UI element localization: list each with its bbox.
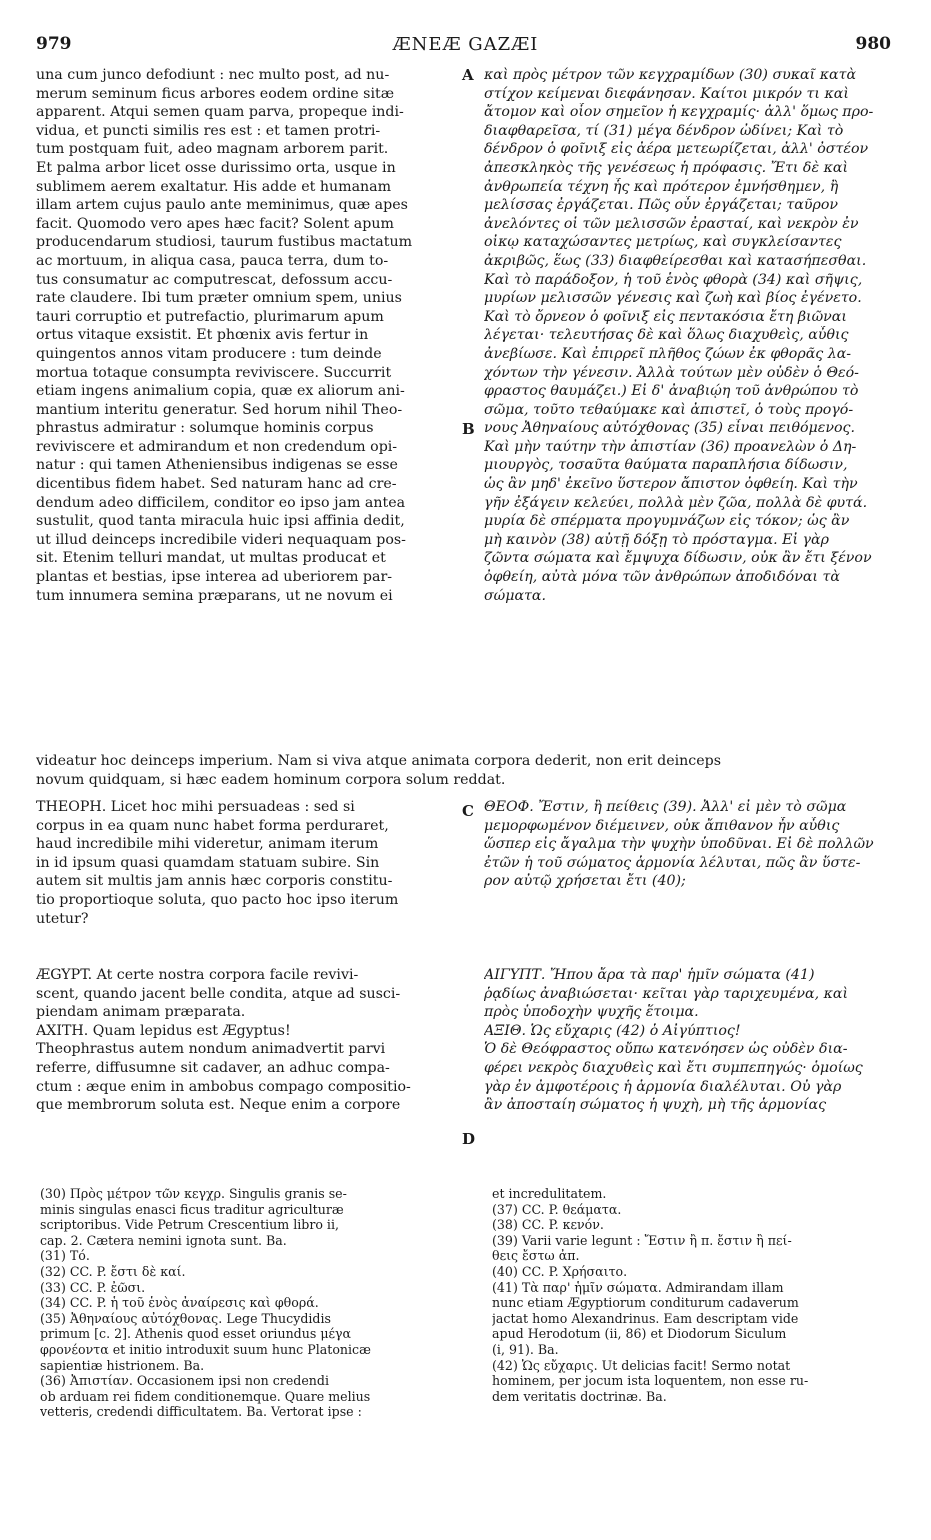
text-line: νους Ἀθηναίους αὐτόχθονας (35) εἶναι πειθόμενος. [484, 420, 855, 437]
latin-column-middle [36, 798, 456, 928]
text-line: μελίσσας ἐργάζεται. Πῶς οὖν ἐργάζεται; ταῦρον [484, 197, 838, 214]
text-line: tum innumera semina præparans, ut ne novum ei [36, 587, 393, 604]
text-line: ÆGYPT. At certe nostra corpora facile revivi- [36, 967, 359, 983]
text-line: sublimem aerem exaltatur. His adde et humanam [36, 178, 392, 195]
text-line: tus consumatur ac computrescat, defossum accu- [36, 271, 393, 288]
text-line: autem sit multis jam annis hæc corporis constitu- [36, 873, 393, 890]
text-line: cap. 2. Cætera nemini ignota sunt. Ba. [40, 1232, 287, 1248]
text-line: ΑΞΙΘ. Ὡς εὔχαρις (42) ὁ Αἰγύπτιος! [484, 1022, 741, 1039]
text-line: μὴ καινὸν (38) αὐτῇ δόξῃ τὸ πρόσταγμα. Εἰ γὰρ [484, 531, 829, 548]
text-line: vetteris, credendi difficultatem. Ba. Vertorat ipse : [40, 1404, 362, 1420]
text-line: (i, 91). Ba. [492, 1341, 559, 1357]
text-line: Et palma arbor licet osse durissimo orta, usque in [36, 159, 396, 176]
text-line: (42) Ὡς εὔχαρις. Ut delicias facit! Sermo notat [492, 1357, 791, 1373]
text-line: ὀφθείη, αὐτὰ μόνα τῶν ἀνθρώπων ἀποδιδόναι τὰ [484, 569, 840, 586]
text-line: μυρίων μελισσῶν γένεσις καὶ ζωὴ καὶ βίος ἐγένετο. [484, 290, 862, 307]
text-line: reviviscere et admirandum et non credendum opi- [36, 438, 398, 455]
marker-c: C [462, 802, 474, 820]
text-line: vidua, et puncti similis res est : et tamen protri- [36, 122, 381, 139]
text-line: dendum adeo difficilem, conditor eo ipso jam antea [36, 494, 406, 511]
text-line: οἰκῳ καταχώσαντες μετρίως, καὶ συγκλείσαντες [484, 234, 842, 251]
text-line: Theophrastus autem nondum animadvertit parvi [36, 1041, 386, 1058]
text-line: (37) CC. P. θεάματα. [492, 1201, 622, 1217]
text-line: ΑΙΓΥΠΤ. Ἤπου ἄρα τὰ παρ' ἡμῖν σώματα (41) [484, 967, 815, 983]
text-line: ctum : æque enim in ambobus compago compositio- [36, 1078, 411, 1095]
text-line: corpus in ea quam nunc habet forma perduraret, [36, 817, 389, 834]
marker-d: D [462, 1130, 476, 1148]
text-line: χόντων τὴν γένεσιν. Ἀλλὰ τούτων μὲν οὐδὲν ὁ Θεό- [484, 364, 859, 381]
text-line: Ὁ δὲ Θεόφραστος οὔπω κατενόησεν ὡς οὐδὲν δια- [484, 1041, 848, 1058]
text-line: facit. Quomodo vero apes hæc facit? Solent apum [36, 215, 394, 232]
text-line: plantas et bestias, ipse interea ad uberiorem par- [36, 569, 393, 586]
text-line: Καὶ τὸ παράδοξον, ἡ τοῦ ἑνὸς φθορὰ (34) καὶ σῆψις, [484, 271, 863, 288]
text-line: novum quidquam, si hæc eadem hominum corpora solum reddat. [36, 771, 506, 788]
text-line: tum postquam fuit, adeo magnam arborem parit. [36, 141, 389, 158]
full-width-lines [36, 752, 896, 789]
right-page-number: 980 [855, 34, 891, 54]
text-line: hominem, per jocum ista loquentem, non esse ru- [492, 1373, 809, 1389]
text-line: ρον αὐτῷ χρήσεται ἔτι (40); [484, 873, 686, 890]
text-line: nunc etiam Ægyptiorum conditurum cadaverum [492, 1295, 799, 1311]
text-line: jactat homo Alexandrinus. Eam descriptam vide [492, 1310, 799, 1326]
text-line: Καὶ μὴν ταύτην τὴν ἀπιστίαν (36) προανελὼν ὁ Δη- [484, 438, 857, 455]
text-line: haud incredibile mihi videretur, animam iterum [36, 836, 379, 853]
greek-column-lower [484, 966, 896, 1115]
text-line: una cum junco defodiunt : nec multo post, ad nu- [36, 67, 390, 83]
text-line: (38) CC. P. κενόν. [492, 1217, 604, 1233]
text-line: primum [c. 2]. Athenis quod esset oriundus μέγα [40, 1326, 352, 1342]
text-line: φραστος θαυμάζει.) Εἰ δ' ἀναβιῴη τοῦ ἀνθρώπου τὸ [484, 383, 859, 400]
text-line: (35) Ἀθηναίους αὐτόχθονας. Lege Thucydidis [40, 1310, 331, 1326]
greek-column-middle [484, 798, 896, 891]
text-line: ἀνθρωπεία τέχνη ἧς καὶ πρότερον ἐμνήσθημεν, ἢ [484, 178, 839, 195]
text-line: ἀνεβίωσε. Καὶ ἐπιρρεῖ πλῆθος ζώων ἐκ φθορᾶς λα- [484, 345, 852, 362]
text-line: (34) CC. P. ἡ τοῦ ἑνὸς ἀναίρεσις καὶ φθορά. [40, 1295, 319, 1311]
text-line: minis singulas enasci ficus traditur agriculturæ [40, 1201, 344, 1217]
left-page-number: 979 [36, 34, 72, 54]
footnotes-left [40, 1186, 460, 1420]
text-line: μυρία δὲ σπέρματα προγυμνάζων εἰς τόκον; ὡς ἂν [484, 513, 850, 530]
text-line: ob arduam rei fidem conditionemque. Quare melius [40, 1388, 371, 1404]
text-line: apparent. Atqui semen quam parva, propeque indi- [36, 104, 404, 121]
text-line: γὰρ ἐν ἀμφοτέροις ἡ ἁρμονία διαλέλυται. Οὐ γὰρ [484, 1078, 842, 1095]
text-line: στίχον κείμεναι διεφάνησαν. Καίτοι μικρόν τι καὶ [484, 85, 849, 102]
running-title: ÆNEÆ GAZÆI [392, 34, 539, 55]
text-line: etiam ingens animalium copia, quæ ex aliorum ani- [36, 383, 405, 400]
text-line: πρὸς ὑποδοχὴν ψυχῆς ἕτοιμα. [484, 1004, 699, 1021]
text-line: ἐτῶν ἡ τοῦ σώματος ἁρμονία λέλυται, πῶς ἂν ὕστε- [484, 854, 861, 871]
text-line: dicentibus fidem habet. Sed naturam hanc ad cre- [36, 476, 397, 493]
text-line: in id ipsum quasi quamdam statuam subire. Sin [36, 854, 380, 871]
marker-b: B [462, 420, 475, 438]
text-line: tauri corruptio et putrefactio, plurimarum apum [36, 308, 384, 325]
text-line: et incredulitatem. [492, 1186, 607, 1201]
text-line: ὡς ἂν μηδ' ἐκεῖνο ὕστερον ἄπιστον ὀφθείη. Καὶ τὴν [484, 476, 858, 493]
text-line: ζῶντα σώματα καὶ ἔμψυχα δίδωσιν, οὐκ ἂν ἔτι ξένον [484, 550, 872, 567]
text-line: illam artem cujus paulo ante meminimus, quæ apes [36, 197, 408, 214]
text-line: dem veritatis doctrinæ. Ba. [492, 1388, 667, 1404]
greek-column-top [484, 66, 896, 605]
text-line: ortus vitaque exsistit. Et phœnix avis fertur in [36, 327, 369, 344]
text-line: μεμορφωμένον διέμεινεν, οὐκ ἄπιθανον ἦν αὖθις [484, 817, 840, 834]
text-line: ut illud deinceps incredibile videri nequaquam pos- [36, 531, 406, 548]
text-line: producendarum studiosi, taurum fustibus mactatum [36, 234, 413, 251]
text-line: sapientiæ histrionem. Ba. [40, 1357, 205, 1373]
text-line: φρονέοντα et initio introduxit suum hunc Platonicæ [40, 1341, 371, 1357]
text-line: ac mortuum, in aliqua casa, pauca terra, dum to- [36, 252, 389, 269]
text-line: καὶ πρὸς μέτρον τῶν κεγχραμίδων (30) συκαῖ κατὰ [484, 67, 857, 83]
text-line: (32) CC. P. ἔστι δὲ καί. [40, 1263, 186, 1279]
text-line: rate claudere. Ibi tum præter omnium spem, unius [36, 290, 402, 307]
latin-column-top [36, 66, 456, 605]
text-line: (41) Τὰ παρ' ἡμῖν σώματα. Admirandam illam [492, 1279, 784, 1295]
text-line: (36) Ἀπιστίαν. Occasionem ipsi non credendi [40, 1373, 329, 1389]
text-line: merum seminum ficus arbores eodem ordine sitæ [36, 85, 395, 102]
text-line: videatur hoc deinceps imperium. Nam si viva atque animata corpora dederit, non erit deinceps [36, 753, 721, 769]
text-line: ὥσπερ εἰς ἄγαλμα τὴν ψυχὴν ὑποδῦναι. Εἰ δὲ πολλῶν [484, 836, 874, 853]
text-line: quingentos annos vitam producere : tum deinde [36, 345, 382, 362]
text-line: THEOPH. Licet hoc mihi persuadeas : sed si [36, 799, 355, 815]
text-line: ἀπεσκληκὸς τῆς γενέσεως ἡ πρόφασις. Ἔτι δὲ καὶ [484, 159, 849, 176]
text-line: δένδρον ὁ φοῖνιξ εἰς ἀέρα μετεωρίζεται, ἀλλ' ὀστέον [484, 141, 869, 158]
text-line: (33) CC. P. ἐῶσι. [40, 1279, 146, 1295]
text-line: piendam animam præparata. [36, 1004, 246, 1021]
text-line: apud Herodotum (ii, 86) et Diodorum Siculum [492, 1326, 787, 1342]
text-line: phrastus admiratur : solumque hominis corpus [36, 420, 374, 437]
text-line: mantium interitu generatur. Sed horum nihil Theo- [36, 401, 403, 418]
text-line: scent, quando jacent belle condita, atque ad susci- [36, 985, 401, 1002]
text-line: θεις ἔστω ἀπ. [492, 1248, 580, 1264]
text-line: AXITH. Quam lepidus est Ægyptus! [36, 1022, 291, 1039]
text-line: διαφθαρεῖσα, τί (31) μέγα δένδρον ὠδίνει; Καὶ τὸ [484, 122, 844, 139]
text-line: ἂν ἀποσταίη σώματος ἡ ψυχὴ, μὴ τῆς ἁρμονίας [484, 1097, 827, 1114]
text-line: ἄτομον καὶ οἷον σημεῖον ἡ κεγχραμίς· ἀλλ' ὅμως προ- [484, 104, 874, 121]
text-line: tio proportioque soluta, quo pacto hoc ipso iterum [36, 891, 399, 908]
text-line: scriptoribus. Vide Petrum Crescentium libro ii, [40, 1217, 339, 1233]
footnotes-right [492, 1186, 902, 1404]
text-line: referre, diffusumne sit cadaver, an adhuc compa- [36, 1059, 390, 1076]
text-line: sustulit, quod tanta miracula huic ipsi affinia dedit, [36, 513, 405, 530]
text-line: utetur? [36, 910, 89, 927]
text-line: σῶμα, τοῦτο τεθαύμακε καὶ ἀπιστεῖ, ὁ τοὺς προγό- [484, 401, 854, 418]
text-line: Καὶ τὸ ὄρνεον ὁ φοῖνιξ εἰς πεντακόσια ἔτη βιῶναι [484, 308, 847, 325]
text-line: que membrorum soluta est. Neque enim a corpore [36, 1097, 401, 1114]
text-line: ἀκριβῶς, ἕως (33) διαφθείρεσθαι καὶ κατασήπεσθαι. [484, 252, 867, 269]
text-line: sit. Etenim telluri mandat, ut multas producat et [36, 550, 386, 567]
text-line: (39) Varii varie legunt : Ἔστιν ἢ π. ἔστιν ἢ πεί- [492, 1232, 792, 1248]
text-line: μιουργὸς, τοσαῦτα θαύματα παραπλήσια δίδωσιν, [484, 457, 848, 474]
text-line: φέρει νεκρὸς διαχυθεὶς καὶ ἔτι συμπεπηγώς· ὁμοίως [484, 1059, 863, 1076]
text-line: σώματα. [484, 587, 546, 604]
text-line: λέγεται· τελευτήσας δὲ καὶ ὅλως διαχυθεὶς, αὖθις [484, 327, 849, 344]
text-line: (40) CC. P. Χρήσαιτο. [492, 1263, 628, 1279]
text-line: (30) Πρὸς μέτρον τῶν κεγχρ. Singulis granis se- [40, 1186, 347, 1201]
marker-a: A [462, 66, 474, 84]
text-line: natur : qui tamen Atheniensibus indigenas se esse [36, 457, 398, 474]
text-line: ἀνελόντες οἱ τῶν μελισσῶν ἐρασταί, καὶ νεκρὸν ἐν [484, 215, 859, 232]
text-line: mortua totaque consumpta reviviscere. Succurrit [36, 364, 392, 381]
text-line: ΘΕΟΦ. Ἔστιν, ἢ πείθεις (39). Ἀλλ' εἰ μὲν τὸ σῶμα [484, 799, 847, 815]
text-line: (31) Τό. [40, 1248, 90, 1264]
text-line: ῥᾳδίως ἀναβιώσεται· κεῖται γὰρ ταριχευμένα, καὶ [484, 985, 849, 1002]
latin-column-lower [36, 966, 456, 1115]
text-line: γῆν ἐξάγειν κελεύει, πολλὰ μὲν ζῶα, πολλὰ δὲ φυτά. [484, 494, 868, 511]
